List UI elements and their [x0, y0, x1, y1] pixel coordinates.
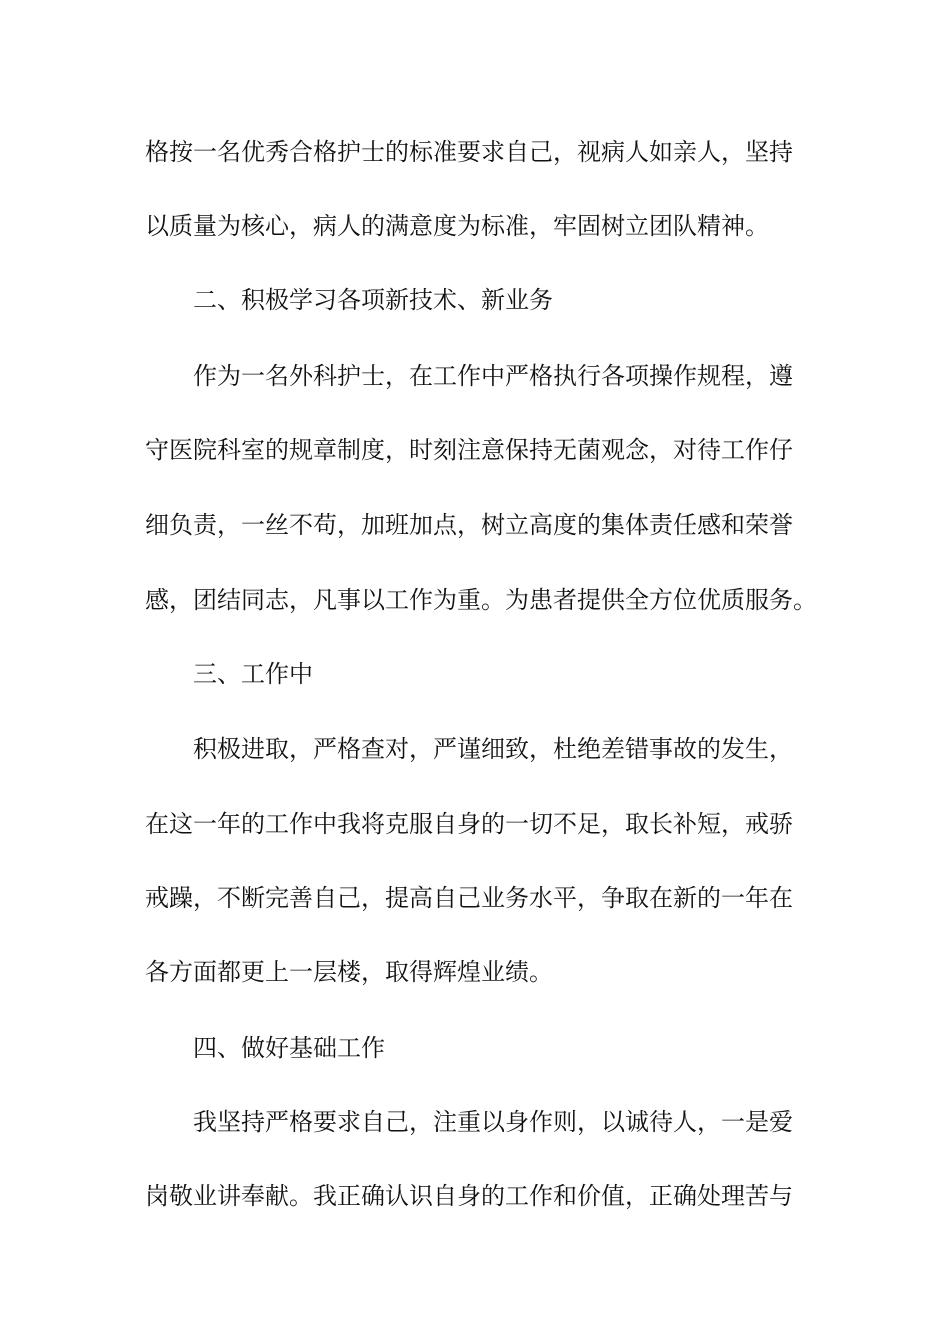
paragraph-line: 作为一名外科护士，在工作中严格执行各项操作规程，遵: [193, 362, 793, 390]
paragraph-line: 细负责，一丝不苟，加班加点，树立高度的集体责任感和荣誉: [145, 511, 793, 539]
section-heading: 四、做好基础工作: [193, 1034, 385, 1062]
paragraph-line: 感，团结同志，凡事以工作为重。为患者提供全方位优质服务。: [145, 586, 817, 614]
paragraph-line: 我坚持严格要求自己，注重以身作则，以诚待人，一是爱: [193, 1108, 793, 1136]
paragraph-line: 格按一名优秀合格护士的标准要求自己，视病人如亲人，坚持: [145, 138, 793, 166]
paragraph-line: 戒躁，不断完善自己，提高自己业务水平，争取在新的一年在: [145, 884, 793, 912]
paragraph-line: 各方面都更上一层楼，取得辉煌业绩。: [145, 958, 553, 986]
paragraph-line: 积极进取，严格查对，严谨细致，杜绝差错事故的发生，: [193, 735, 793, 763]
paragraph-line: 守医院科室的规章制度，时刻注意保持无菌观念，对待工作仔: [145, 436, 793, 464]
section-heading: 三、工作中: [193, 660, 313, 688]
section-heading: 二、积极学习各项新技术、新业务: [193, 286, 553, 314]
paragraph-line: 以质量为核心，病人的满意度为标准，牢固树立团队精神。: [145, 212, 769, 240]
paragraph-line: 岗敬业讲奉献。我正确认识自身的工作和价值，正确处理苦与: [145, 1182, 793, 1210]
paragraph-line: 在这一年的工作中我将克服自身的一切不足，取长补短，戒骄: [145, 810, 793, 838]
